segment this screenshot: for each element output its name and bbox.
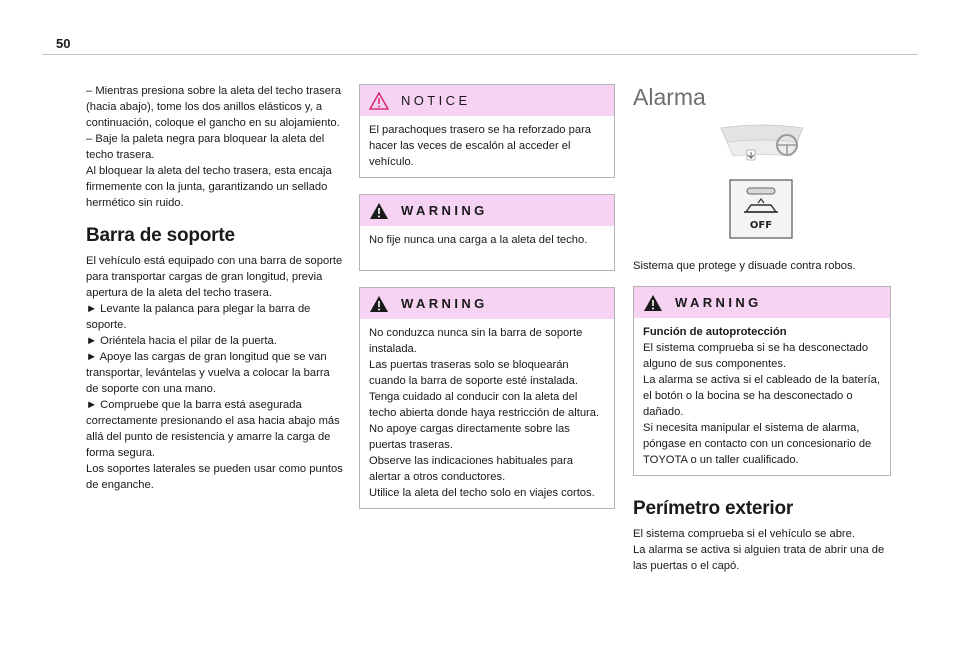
warning-text-3: El sistema comprueba si se ha desconectado alguno de sus componentes. La alarma se activa si el cableado de la batería, el botón o la bocina se ha desconectado o dañado. Si necesita manipular el sistema de alarma, póngase en contacto con un concesionario de TOYOTA o un taller cualificado. bbox=[643, 342, 880, 466]
intro-text: – Mientras presiona sobre la aleta del techo trasera (hacia abajo), tome los dos anillos elásticos y, a continuación, coloque el gancho en su alojamiento. – Baje la paleta negra para bloquear la aleta del techo trasera. Al bloquear la aleta del techo trasera, esta encaja firmemente con la junta, garantizando un sellado hermético sin ruido. bbox=[86, 85, 341, 209]
warning-box-2 bbox=[359, 287, 615, 509]
alarm-caption: Sistema que protege y disuade contra robos. bbox=[633, 260, 856, 272]
warning-triangle-icon bbox=[369, 295, 389, 313]
column-right bbox=[633, 84, 891, 574]
warning-header-1 bbox=[360, 195, 614, 226]
off-label: OFF bbox=[749, 220, 773, 231]
notice-triangle-icon bbox=[369, 92, 389, 110]
warning-box-1 bbox=[359, 194, 615, 271]
warning-box-3 bbox=[633, 286, 891, 476]
page-number: 50 bbox=[56, 36, 71, 51]
alarm-off-button-icon bbox=[729, 179, 793, 239]
warning-subtitle-3: Función de autoprotección bbox=[643, 326, 787, 338]
warning-title-3: WARNING bbox=[675, 294, 762, 310]
column-left bbox=[86, 83, 344, 493]
notice-text: El parachoques trasero se ha reforzado para hacer las veces de escalón al acceder el vehículo. bbox=[369, 124, 592, 168]
header-divider bbox=[42, 54, 918, 55]
notice-box bbox=[359, 84, 615, 178]
notice-title: NOTICE bbox=[401, 92, 471, 108]
section-heading-perimetro: Perímetro exterior bbox=[633, 498, 794, 519]
barra-body-text: El vehículo está equipado con una barra de soporte para transportar cargas de gran longitud, previa apertura de la aleta del techo trasera. ► Levante la palanca para plegar la barra de soporte. ► Oriéntela hacia el pilar de la puerta. ► Apoye las cargas de gran longitud que se van transportar, levántelas y vuelva a colocar la barra de soporte con una mano. ► Compruebe que la barra está asegurada correctamente presionando el asa hacia abajo más allá del punto de resistencia y amarre la carga de forma segura. Los soportes laterales se pueden usar como puntos de enganche. bbox=[86, 255, 343, 491]
dashboard-illustration-icon bbox=[717, 120, 807, 168]
notice-header bbox=[360, 85, 614, 116]
warning-triangle-icon bbox=[643, 294, 663, 312]
warning-title-2: WARNING bbox=[401, 295, 488, 311]
warning-triangle-icon bbox=[369, 202, 389, 220]
warning-body-3 bbox=[634, 318, 890, 475]
warning-header-2 bbox=[360, 288, 614, 319]
warning-text-1: No fije nunca una carga a la aleta del techo. bbox=[369, 234, 588, 246]
warning-title-1: WARNING bbox=[401, 202, 488, 218]
alarm-heading: Alarma bbox=[633, 84, 706, 110]
perimetro-body-text: El sistema comprueba si el vehículo se abre. La alarma se activa si alguien trata de abrir una de las puertas o el capó. bbox=[633, 528, 885, 572]
warning-header-3 bbox=[634, 287, 890, 318]
section-heading-barra: Barra de soporte bbox=[86, 225, 235, 246]
column-middle bbox=[359, 84, 615, 525]
warning-text-2: No conduzca nunca sin la barra de soporte instalada. Las puertas traseras solo se bloquearán cuando la barra de soporte esté instalada. Tenga cuidado al conducir con la aleta del techo abierta donde haya restricción de altura. No apoye cargas directamente sobre las puertas traseras. Observe las indicaciones habituales para alertar a otros conductores. Utilice la aleta del techo solo en viajes cortos. bbox=[369, 327, 600, 499]
